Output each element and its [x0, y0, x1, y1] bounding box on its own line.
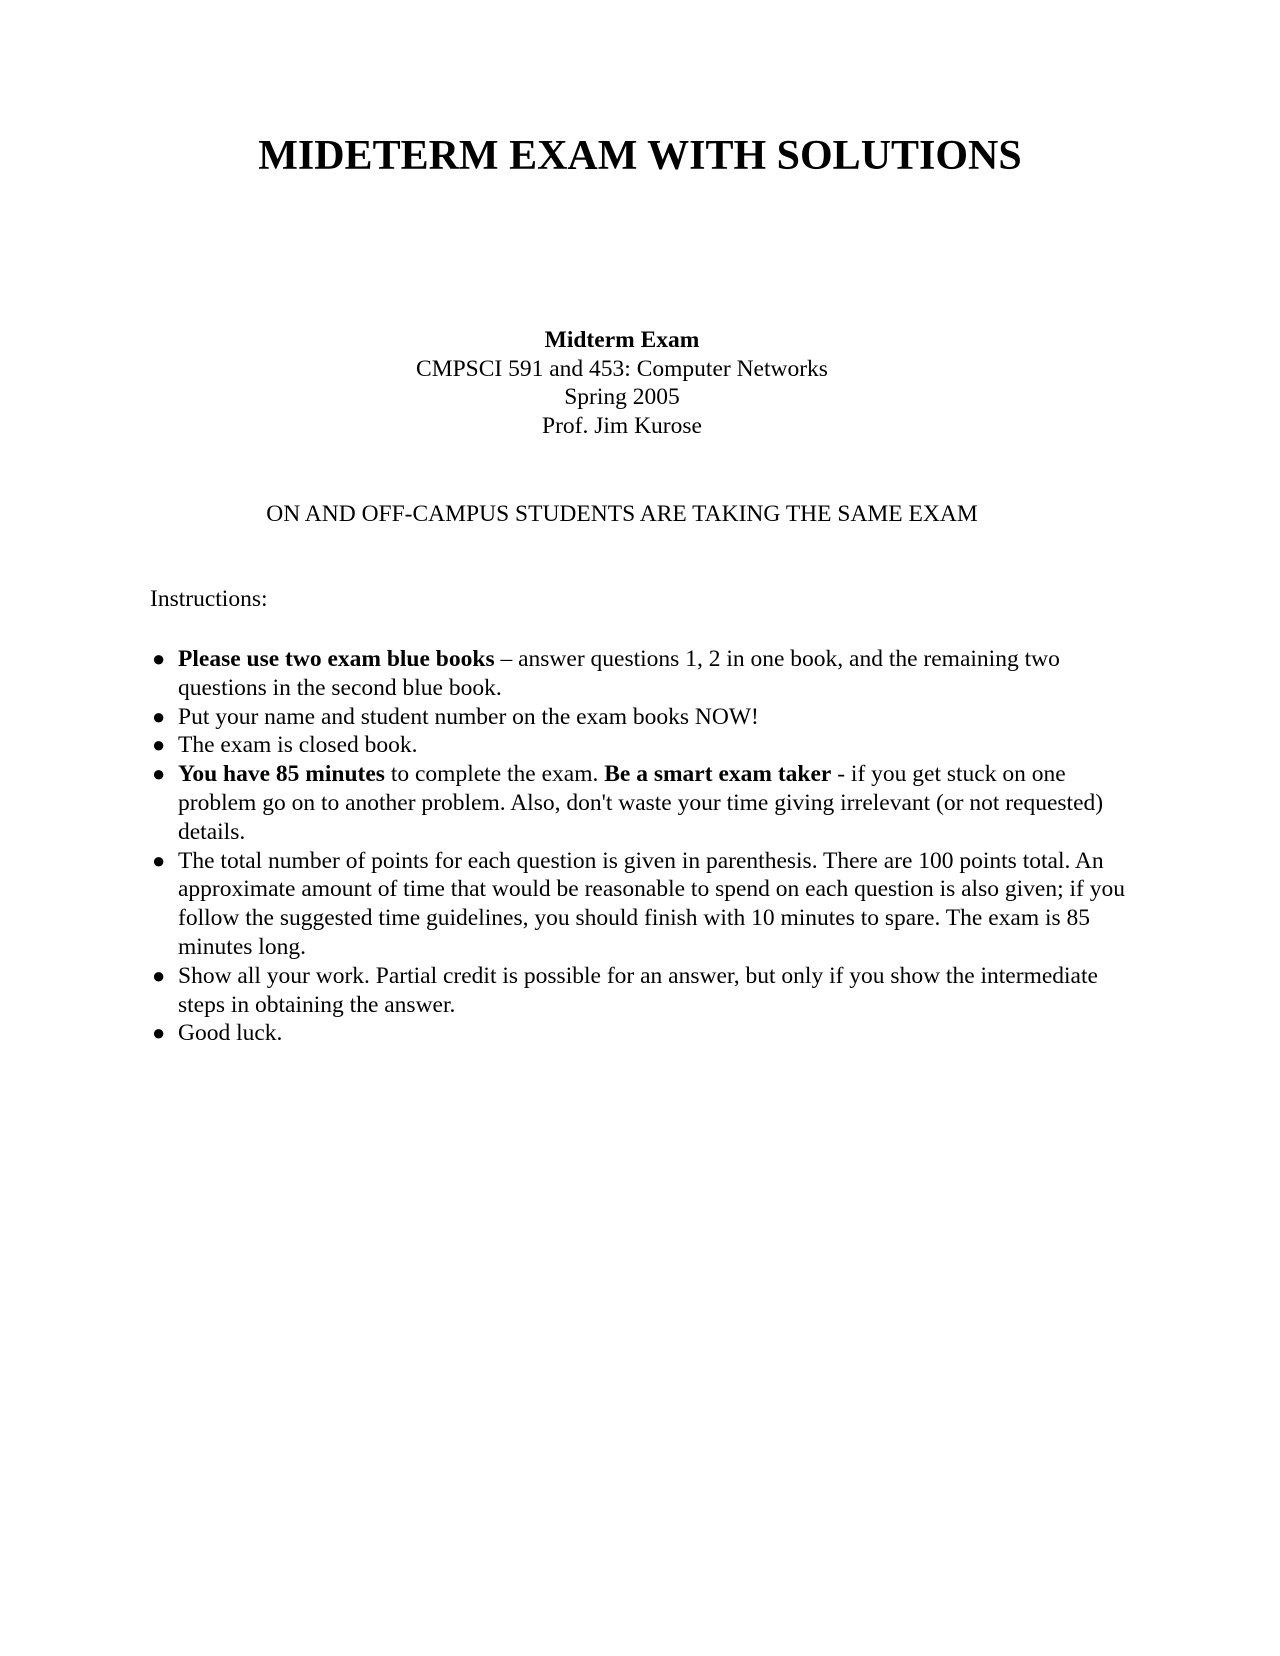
- instruction-emphasis: You have 85 minutes: [178, 761, 385, 788]
- instruction-text: - if you get stuck on one problem go on to another problem. Also, don't waste your time giving irrelevant (or not requested) details.: [178, 761, 1104, 845]
- exam-header: [0, 326, 1244, 440]
- bullet-icon: ●: [152, 962, 166, 988]
- bullet-icon: ●: [152, 761, 166, 787]
- instruction-text: The total number of points for each question is given in parenthesis. There are 100 points total. An approximate amount of time that would be reasonable to spend on each question is also given; if you follow the suggested time guidelines, you should finish with 10 minutes to spare. The exam is 85 minutes long.: [178, 847, 1125, 960]
- instruction-text: Good luck.: [178, 1020, 283, 1047]
- exam-term: Spring 2005: [564, 384, 680, 410]
- exam-name: Midterm Exam: [544, 327, 700, 353]
- instruction-item: [150, 847, 1125, 962]
- instruction-text: Put your name and student number on the exam books NOW!: [178, 703, 759, 730]
- instruction-emphasis: Be a smart exam taker: [604, 761, 832, 788]
- instructions-list: [150, 645, 1125, 1048]
- instruction-item: [150, 731, 1125, 760]
- bullet-icon: ●: [152, 646, 166, 671]
- campus-notice: ON AND OFF-CAMPUS STUDENTS ARE TAKING THE SAME EXAM: [266, 501, 978, 527]
- instruction-item: [150, 645, 1125, 703]
- bullet-icon: ●: [152, 732, 166, 758]
- instructions-label: Instructions:: [150, 586, 268, 612]
- bullet-icon: ●: [152, 847, 166, 873]
- instruction-item: [150, 962, 1125, 1020]
- instruction-text: The exam is closed book.: [178, 732, 418, 759]
- bullet-icon: ●: [152, 703, 166, 729]
- course-name: CMPSCI 591 and 453: Computer Networks: [416, 355, 828, 382]
- instruction-text: to complete the exam.: [384, 761, 605, 788]
- instruction-emphasis: Please use two exam blue books: [178, 646, 495, 672]
- instruction-item: [150, 1019, 1125, 1048]
- instruction-item: [150, 703, 1125, 732]
- page-title: MIDETERM EXAM WITH SOLUTIONS: [258, 133, 1022, 179]
- instruction-text: Show all your work. Partial credit is possible for an answer, but only if you show the intermediate steps in obtaining the answer.: [178, 962, 1098, 1018]
- instruction-text: – answer questions 1, 2 in one book, and the remaining two questions in the second blue book.: [178, 646, 1060, 701]
- instructor-name: Prof. Jim Kurose: [542, 412, 702, 439]
- instruction-item: [150, 760, 1125, 846]
- bullet-icon: ●: [152, 1020, 166, 1046]
